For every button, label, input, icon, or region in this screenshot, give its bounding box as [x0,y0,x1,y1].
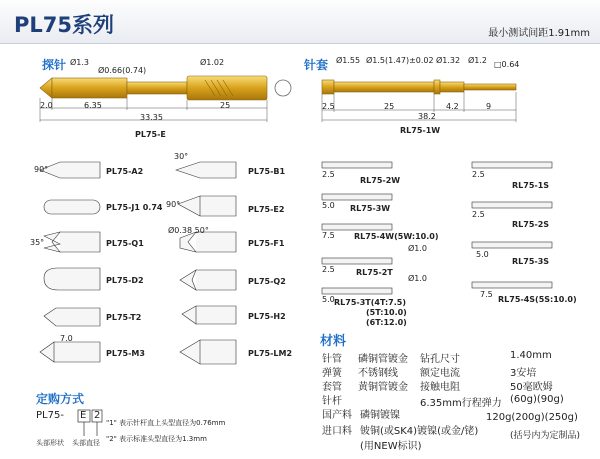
socket-right-model-2: RL75-3S [512,257,550,266]
order-title: 定购方式 [36,392,85,406]
socket-mid-dim-0: 2.5 [322,170,335,179]
socket-dim-d1: Ø1.55 [336,56,361,65]
mat-left-k0: 针管 [322,354,342,365]
tip-model-e2: PL75-E2 [248,205,285,214]
mat-left-k4: 国产料 [322,410,352,421]
socket-mid-model-6: (6T:12.0) [366,318,407,327]
probe-dim-l1: 2.0 [40,101,53,110]
probe-dim-l3: 25 [220,101,231,110]
socket-right-dim-0: 2.5 [472,170,485,179]
socket-dim-d2: Ø1.5(1.47)±0.02 [366,56,434,65]
order-box-1: E [80,410,87,421]
order-code: PL75- [36,410,64,421]
probe-section-title: 探针 [42,58,67,72]
socket-right-model-3: RL75-4S(5S:10.0) [498,295,577,304]
socket-dim-l4: 9 [486,102,492,111]
order-head-diameter: 头部直径 [72,439,100,447]
socket-model: RL75-1W [400,126,441,135]
socket-mid-model-0: RL75-2W [360,176,401,185]
socket-dim-l2: 25 [384,102,395,111]
mat-right-v3: (60g)(90g) [510,394,564,405]
socket-right-dim-3: 7.5 [480,290,493,299]
socket-right-model-1: RL75-2S [512,220,550,229]
socket-mid-dim-4: 5.0 [322,295,335,304]
order-head-shape: 头部形状 [36,439,64,447]
mat-left-k5: 进口料 [322,426,352,437]
tip-model-lm2: PL75-LM2 [248,349,293,358]
socket-mid-dim-2: 7.5 [322,231,335,240]
order-note-1: "1" 表示针杆直上头型直径为0.76mm [106,419,226,427]
mat-left-extra: (用NEW标识) [360,441,422,452]
socket-right-model-0: RL75-1S [512,181,550,190]
probe-dim-d3: Ø1.02 [200,58,225,67]
materials-title: 材料 [320,334,347,349]
probe-model: PL75-E [135,130,166,139]
probe-drawing [40,76,291,122]
probe-dim-l2: 6.35 [84,101,102,110]
socket-dim-sq: □0.64 [494,60,520,69]
tip-note-m3: 7.0 [60,334,73,343]
mat-right-k3: 6.35mm行程弹力 [420,398,502,409]
socket-right-dim-1: 2.5 [472,210,485,219]
tip-note-f1: Ø0.38 50° [168,226,209,235]
order-box-2: 2 [94,410,101,421]
socket-dim-l3: 4.2 [446,102,459,111]
tip-model-h2: PL75-H2 [248,312,286,321]
tip-model-t2: PL75-T2 [106,313,142,322]
socket-right-dim-2: 5.0 [476,250,489,259]
page-title: PL75系列 [14,13,114,37]
tip-note-e2: 90° [166,200,181,209]
mat-left-k3: 针杆 [322,396,342,407]
tip-note-a2: 90° [34,165,49,174]
socket-dim-d3: Ø1.32 [436,56,461,65]
mat-right-v1: 3安培 [510,368,537,379]
tip-model-d2: PL75-D2 [106,276,144,285]
probe-dim-d1: Ø1.3 [70,58,90,67]
socket-mid-model-2: RL75-4W(5W:10.0) [354,232,439,241]
tip-note-q1: 35° [30,238,45,247]
socket-dim-l1: 2.5 [322,102,335,111]
tip-model-j1: PL75-J1 0.74 [106,203,163,212]
socket-section-title: 针套 [304,58,329,72]
tip-model-f1: PL75-F1 [248,239,285,248]
tip-model-b1: PL75-B1 [248,167,286,176]
tips-left [40,162,100,362]
tip-model-q1: PL75-Q1 [106,239,144,248]
socket-mid-d-4: Ø1.0 [408,274,428,283]
socket-dim-total: 38.2 [418,112,436,121]
mat-left-v4: 磷铜镀镍 [360,410,400,421]
mat-left-v1: 不锈钢线 [358,368,398,379]
mat-left-k1: 弹簧 [322,368,342,379]
mat-left-k2: 套管 [322,382,342,393]
tip-model-q2: PL75-Q2 [248,277,286,286]
mat-right-v4: 120g(200g)(250g) [486,412,578,423]
tip-note-b1: 30° [174,152,189,161]
socket-mid-model-3: RL75-2T [356,268,393,277]
mat-left-v2: 黄铜管镀金 [358,382,408,393]
probe-dim-d2: Ø0.66(0.74) [98,66,147,75]
min-spacing-note: 最小测试间距1.91mm [488,28,590,39]
mat-left-v0: 磷铜管镀金 [358,354,408,365]
socket-mid-model-1: RL75-3W [350,204,391,213]
tip-model-a2: PL75-A2 [106,167,144,176]
mat-right-v5: (括号内为定制品) [510,431,581,441]
mat-right-v0: 1.40mm [510,350,552,361]
tip-model-m3: PL75-M3 [106,349,145,358]
probe-dim-total: 33.35 [140,113,163,122]
order-note-2: "2" 表示标准头型直径为1.3mm [106,435,207,443]
socket-dim-d4: Ø1.2 [468,56,488,65]
mat-right-v2: 50毫欧姆 [510,382,553,393]
mat-right-k1: 额定电流 [420,368,460,379]
tips-right [176,162,236,364]
mat-left-v5: 铍铜(或SK4)镀镍(或金/铑) [360,426,479,437]
socket-mid-dim-3: 2.5 [322,265,335,274]
mat-right-k2: 接触电阻 [420,382,460,393]
socket-mid-model-4: RL75-3T(4T:7.5) [334,298,407,307]
socket-mid-d-3: Ø1.0 [408,244,428,253]
socket-mid-dim-1: 5.0 [322,201,335,210]
socket-mid-model-5: (5T:10.0) [366,308,407,317]
mat-right-k0: 钻孔尺寸 [420,354,460,365]
